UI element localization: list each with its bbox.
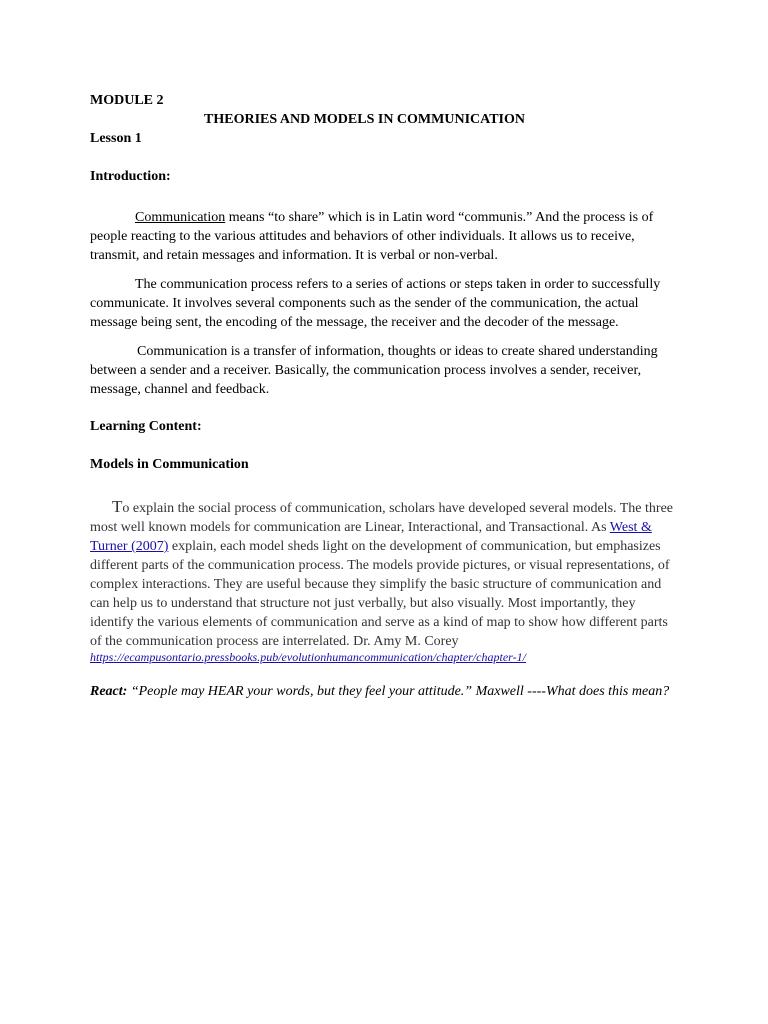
intro-paragraph-2: The communication process refers to a series of actions or steps taken in order to successfully communicate. It involves several components such as the sender of the communication, the actual message being sent, the encoding of the message, the receiver and the decoder of the message. (90, 277, 661, 330)
west-turner-link[interactable]: West & Turner (2007) (90, 520, 652, 554)
introduction-heading: Introduction: (90, 169, 171, 184)
communication-term: Communication (135, 210, 226, 225)
lesson-label: Lesson 1 (90, 131, 142, 146)
learning-content-heading: Learning Content: (90, 419, 202, 434)
page-title: THEORIES AND MODELS IN COMMUNICATION (204, 112, 525, 127)
react-quote: “People may HEAR your words, but they feel your attitude.” Maxwell ----What does this mean? (127, 684, 670, 699)
react-prompt (90, 682, 669, 701)
source-url-link[interactable]: https://ecampusontario.pressbooks.pub/evolutionhumancommunication/chapter/chapter-1/ (90, 650, 526, 664)
models-paragraph-text-2: explain, each model sheds light on the development of communication, but emphasizes different parts of the communication process. The models provide pictures, or visual representations, of complex interactions. They are useful because they simplify the basic structure of communication and can help us to understand that structure not just verbally, but also visually. Most importantly, they identify the various elements of communication and serve as a kind of map to show how different parts of the communication process are interrelated. Dr. Amy M. Corey (90, 539, 670, 649)
drop-letter: T (112, 497, 123, 516)
intro-paragraph-3: Communication is a transfer of information, thoughts or ideas to create shared understanding between a sender and a receiver. Basically, the communication process involves a sender, receiver, message, channel and feedback. (90, 344, 658, 397)
intro-paragraph-1 (90, 208, 682, 265)
react-label: React: (90, 684, 128, 699)
models-paragraph-text-1: o explain the social process of communication, scholars have developed several models. The three most well known models for communication are Linear, Interactional, and Transactional. As (90, 501, 674, 535)
intro-paragraph-1-text: means “to share” which is in Latin word “communis.” And the process is of people reacting to the various attitudes and behaviors of other individuals. It allows us to receive, transmit, and retain messages and information. It is verbal or non-verbal. (90, 210, 654, 263)
models-heading: Models in Communication (90, 457, 249, 472)
models-paragraph (90, 497, 682, 651)
module-label: MODULE 2 (90, 93, 164, 108)
